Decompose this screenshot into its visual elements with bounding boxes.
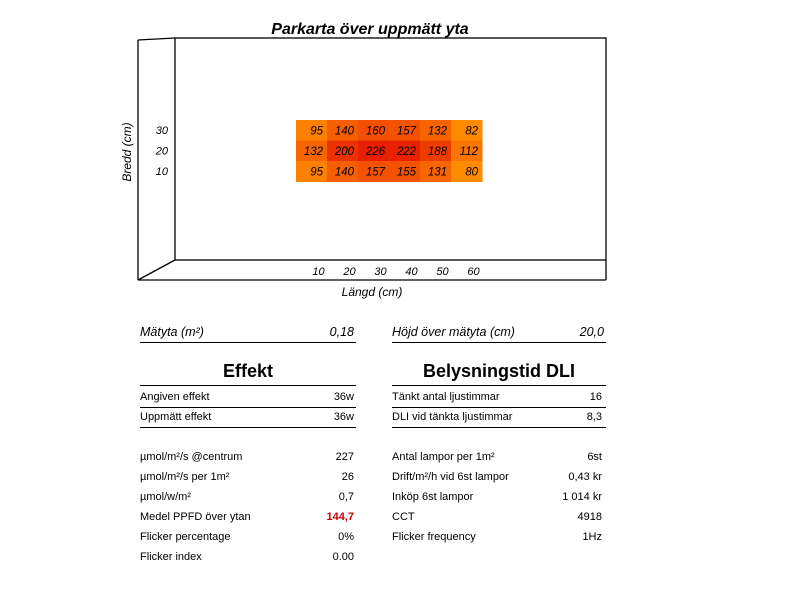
effekt-row [140,389,354,405]
heatmap-value-label: 200 [334,145,354,158]
dli-row-label: DLI vid tänkta ljustimmar [392,411,513,423]
effekt-row-label: Angiven effekt [140,391,210,403]
dli-row-label: Flicker frequency [392,531,476,543]
effekt-row [140,489,354,505]
heatmap-value-label: 226 [365,145,385,158]
measurement-area-value: 0,18 [329,325,354,339]
y-tick-label: 30 [155,125,168,137]
y-tick-label: 10 [155,166,168,178]
effekt-title-underline [140,385,356,386]
measurement-height-underline [392,342,606,343]
dli-row-label: Antal lampor per 1m² [392,451,495,463]
effekt-row-value: 0,7 [338,491,354,503]
y-tick-label: 20 [155,145,168,158]
dli-row [392,449,602,465]
heatmap-value-label: 140 [334,125,354,138]
heatmap-value-label: 95 [310,166,323,179]
x-tick-label: 50 [436,266,449,278]
x-tick-label: 30 [374,266,387,278]
dli-row [392,529,602,545]
heatmap-value-label: 131 [427,166,447,179]
heatmap-value-label: 222 [396,145,416,158]
heatmap-value-label: 80 [465,166,478,179]
row-divider [392,427,606,428]
dli-row [392,469,602,485]
dli-row-label: Drift/m²/h vid 6st lampor [392,471,509,483]
effekt-row-label: Medel PPFD över ytan [140,511,251,523]
effekt-row-value: 36w [333,391,354,403]
effekt-row [140,549,354,565]
measurement-height-value: 20,0 [579,325,604,339]
effekt-row [140,529,354,545]
effekt-row-label: Flicker percentage [140,531,231,543]
effekt-row-label: µmol/m²/s per 1m² [140,471,230,483]
measurement-area-label: Mätyta (m²) [140,325,204,339]
chart-title: Parkarta över uppmätt yta [271,21,469,38]
heatmap-value-label: 188 [427,145,447,158]
effekt-row-value: 26 [341,471,354,483]
dli-row-label: CCT [392,511,415,523]
x-tick-label: 20 [343,266,356,278]
row-divider [392,407,606,408]
mean-ppfd-value: 144,7 [326,511,354,523]
heatmap-value-label: 157 [396,125,416,138]
heatmap-value-label: 140 [334,166,354,179]
x-tick-label: 40 [405,266,418,278]
heatmap-value-label: 132 [303,145,323,158]
dli-row-value: 1Hz [582,531,602,543]
dli-row-value: 8,3 [586,411,602,423]
dli-row-value: 6st [587,451,602,463]
dli-row-value: 1 014 kr [562,491,602,503]
effekt-row-label: µmol/w/m² [140,491,191,503]
effekt-row-label: Uppmätt effekt [140,411,212,423]
dli-row-value: 16 [589,391,602,403]
dli-row-label: Tänkt antal ljustimmar [392,391,500,403]
dli-row [392,489,602,505]
measurement-area-row [140,323,354,341]
dli-row-label: Inköp 6st lampor [392,491,474,503]
dli-row [392,409,602,425]
effekt-row [140,449,354,465]
heatmap-value-label: 82 [465,125,478,138]
x-tick-label: 60 [467,266,480,278]
effekt-row-label: Flicker index [140,551,202,563]
measurement-area-underline [140,342,356,343]
x-axis-label: Längd (cm) [341,285,403,299]
heatmap-value-label: 132 [427,125,447,138]
effekt-row-value: 0.00 [332,551,354,563]
y-axis-label: Bredd (cm) [120,122,134,182]
effekt-row [140,409,354,425]
row-divider [140,427,356,428]
dli-title-underline [392,385,606,386]
effekt-row-value: 36w [333,411,354,423]
row-divider [140,407,356,408]
effekt-row [140,469,354,485]
effekt-title: Effekt [222,361,273,381]
heatmap-value-label: 95 [310,125,323,138]
dli-row-value: 4918 [577,511,602,523]
effekt-row-value: 0% [338,531,354,543]
heatmap-value-label: 112 [459,145,478,158]
measurement-height-row [392,323,604,341]
dli-row [392,389,602,405]
dli-row-value: 0,43 kr [568,471,602,483]
heatmap-value-label: 157 [365,166,385,179]
heatmap-value-label: 160 [365,125,385,138]
effekt-row [140,509,354,525]
effekt-row-value: 227 [335,451,354,463]
heatmap-value-label: 155 [396,166,416,179]
dli-row [392,509,602,525]
x-tick-label: 10 [312,266,325,278]
effekt-row-label: µmol/m²/s @centrum [140,451,243,463]
dli-title: Belysningstid DLI [422,361,575,381]
measurement-height-label: Höjd över mätyta (cm) [392,325,515,339]
